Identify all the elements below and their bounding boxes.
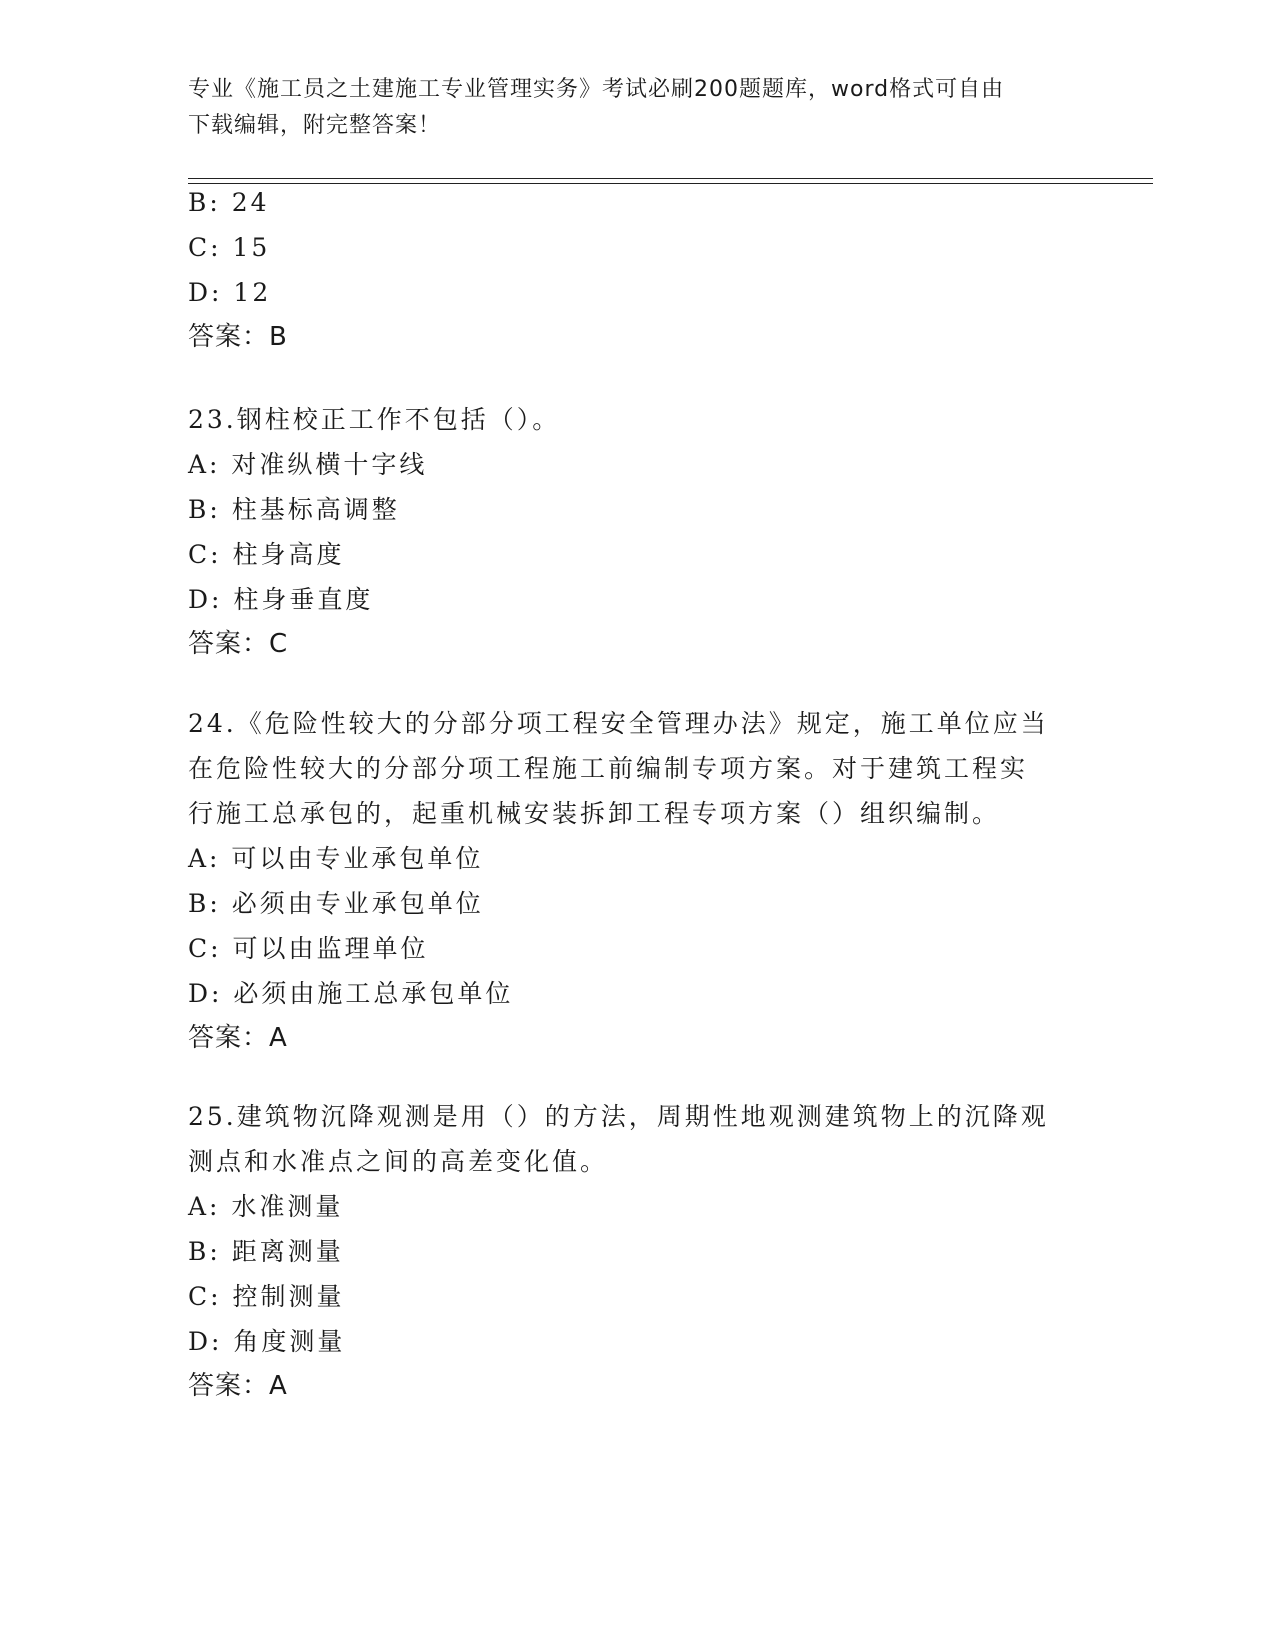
option-a: A: 对准纵横十字线 — [188, 450, 428, 479]
option-b: B: 柱基标高调整 — [188, 495, 400, 524]
option-a: A: 水准测量 — [188, 1192, 344, 1221]
option-b: B: 距离测量 — [188, 1237, 344, 1266]
question-stem-line-1: 25.建筑物沉降观测是用（）的方法，周期性地观测建筑物上的沉降观 — [188, 1102, 1049, 1131]
question-stem-line-2: 测点和水准点之间的高差变化值。 — [188, 1147, 609, 1176]
option-d: D: 柱身垂直度 — [188, 585, 374, 614]
option-d: D: 12 — [188, 278, 272, 307]
option-c: C: 控制测量 — [188, 1282, 345, 1311]
question-24 — [188, 701, 1088, 1061]
option-c: C: 15 — [188, 233, 271, 262]
question-23 — [188, 397, 1088, 667]
question-stem: 23.钢柱校正工作不包括（）。 — [188, 405, 561, 434]
header-line-2: 下载编辑，附完整答案！ — [188, 113, 442, 138]
option-b: B: 必须由专业承包单位 — [188, 889, 484, 918]
header-divider-top — [188, 178, 1153, 179]
answer-line: 答案：B — [188, 322, 288, 352]
document-header — [188, 72, 1088, 144]
answer-line: 答案：C — [188, 629, 289, 659]
option-d: D: 必须由施工总承包单位 — [188, 979, 514, 1008]
answer-line: 答案：A — [188, 1023, 288, 1053]
question-stem-line-3: 行施工总承包的，起重机械安装拆卸工程专项方案（）组织编制。 — [188, 799, 1001, 828]
answer-line: 答案：A — [188, 1371, 288, 1401]
option-a: A: 可以由专业承包单位 — [188, 844, 484, 873]
question-stem-line-2: 在危险性较大的分部分项工程施工前编制专项方案。对于建筑工程实 — [188, 754, 1029, 783]
option-d: D: 角度测量 — [188, 1327, 346, 1356]
question-25 — [188, 1094, 1088, 1409]
question-stem-line-1: 24.《危险性较大的分部分项工程安全管理办法》规定，施工单位应当 — [188, 709, 1049, 738]
option-c: C: 柱身高度 — [188, 540, 345, 569]
header-line-1: 专业《施工员之土建施工专业管理实务》考试必刷200题题库，word格式可自由 — [188, 77, 1005, 102]
option-c: C: 可以由监理单位 — [188, 934, 429, 963]
option-b: B: 24 — [188, 188, 270, 217]
question-22-tail — [188, 180, 1088, 360]
